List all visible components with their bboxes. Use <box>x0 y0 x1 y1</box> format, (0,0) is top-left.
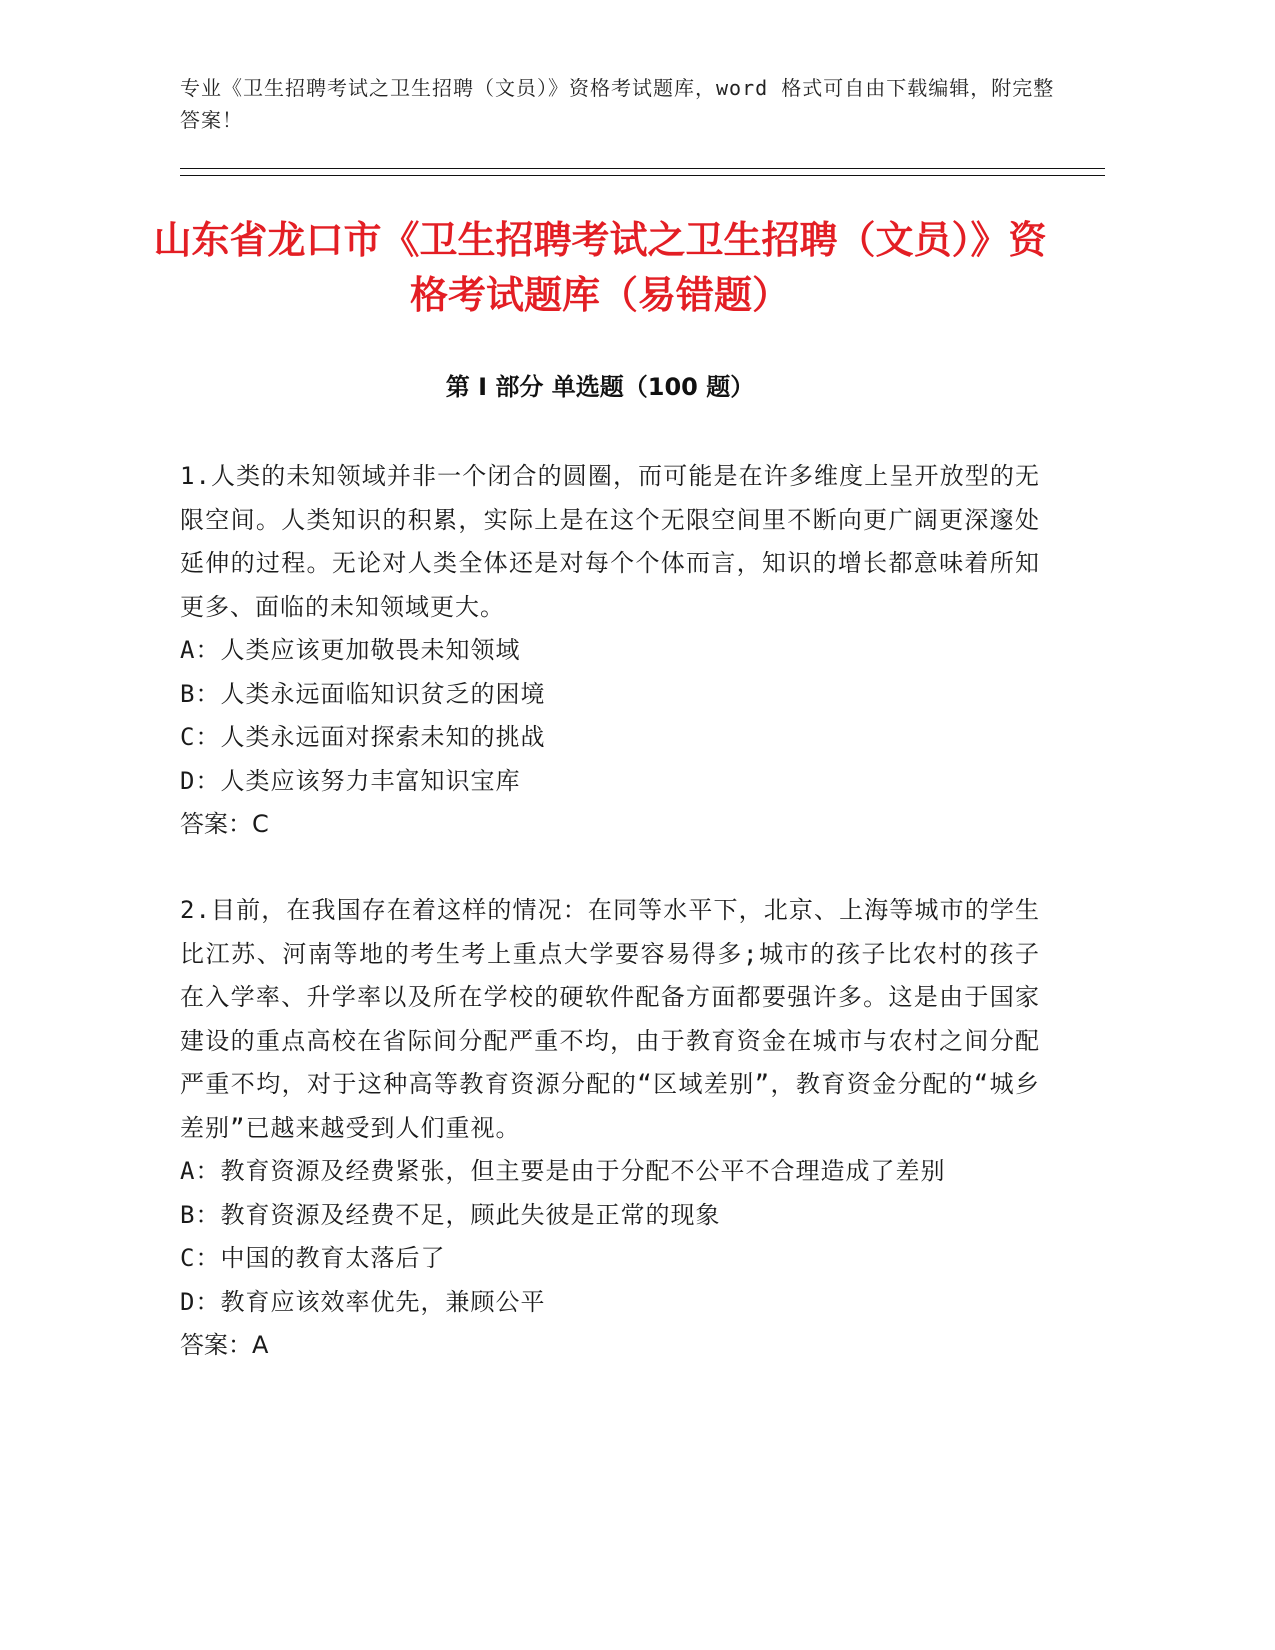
option-b: B：人类永远面临知识贫乏的困境 <box>180 679 546 708</box>
option-c: C：人类永远面对探索未知的挑战 <box>180 723 546 751</box>
option-a: A：教育资源及经费紧张，但主要是由于分配不公平不合理造成了差别 <box>180 1157 946 1185</box>
answer-label: 答案：C <box>180 810 269 838</box>
header-note: 专业《卫生招聘考试之卫生招聘（文员）》资格考试题库，word 格式可自由下载编辑，附完整答案！ <box>180 76 1055 132</box>
question-1 <box>180 455 1040 847</box>
question-stem: 2.目前，在我国存在着这样的情况：在同等水平下，北京、上海等城市的学生比江苏、河南等地的考生考上重点大学要容易得多;城市的孩子比农村的孩子在入学率、升学率以及所在学校的硬软件配备方面都要强许多。这是由于国家建设的重点高校在省际间分配严重不均，由于教育资金在城市与农村之间分配严重不均，对于这种高等教育资源分配的“区域差别”，教育资金分配的“城乡差别”已越来越受到人们重视。 <box>180 896 1040 1142</box>
question-stem: 1.人类的未知领域并非一个闭合的圆圈，而可能是在许多维度上呈开放型的无限空间。人类知识的积累，实际上是在这个无限空间里不断向更广阔更深邃处延伸的过程。无论对人类全体还是对每个个体而言，知识的增长都意味着所知更多、面临的未知领域更大。 <box>180 462 1040 621</box>
section-title: 第 I 部分 单选题（100 题） <box>445 373 755 401</box>
option-d: D：人类应该努力丰富知识宝库 <box>180 766 521 795</box>
option-d: D：教育应该效率优先，兼顾公平 <box>180 1287 546 1316</box>
header-divider-top <box>180 168 1105 169</box>
option-c: C：中国的教育太落后了 <box>180 1244 446 1272</box>
option-a: A：人类应该更加敬畏未知领域 <box>180 636 521 664</box>
option-b: B：教育资源及经费不足，顾此失彼是正常的现象 <box>180 1200 721 1229</box>
answer-label: 答案：A <box>180 1331 269 1359</box>
document-title: 山东省龙口市《卫生招聘考试之卫生招聘（文员）》资格考试题库（易错题） <box>153 218 1047 317</box>
question-2 <box>180 889 1040 1368</box>
header-divider-bottom <box>180 175 1105 176</box>
